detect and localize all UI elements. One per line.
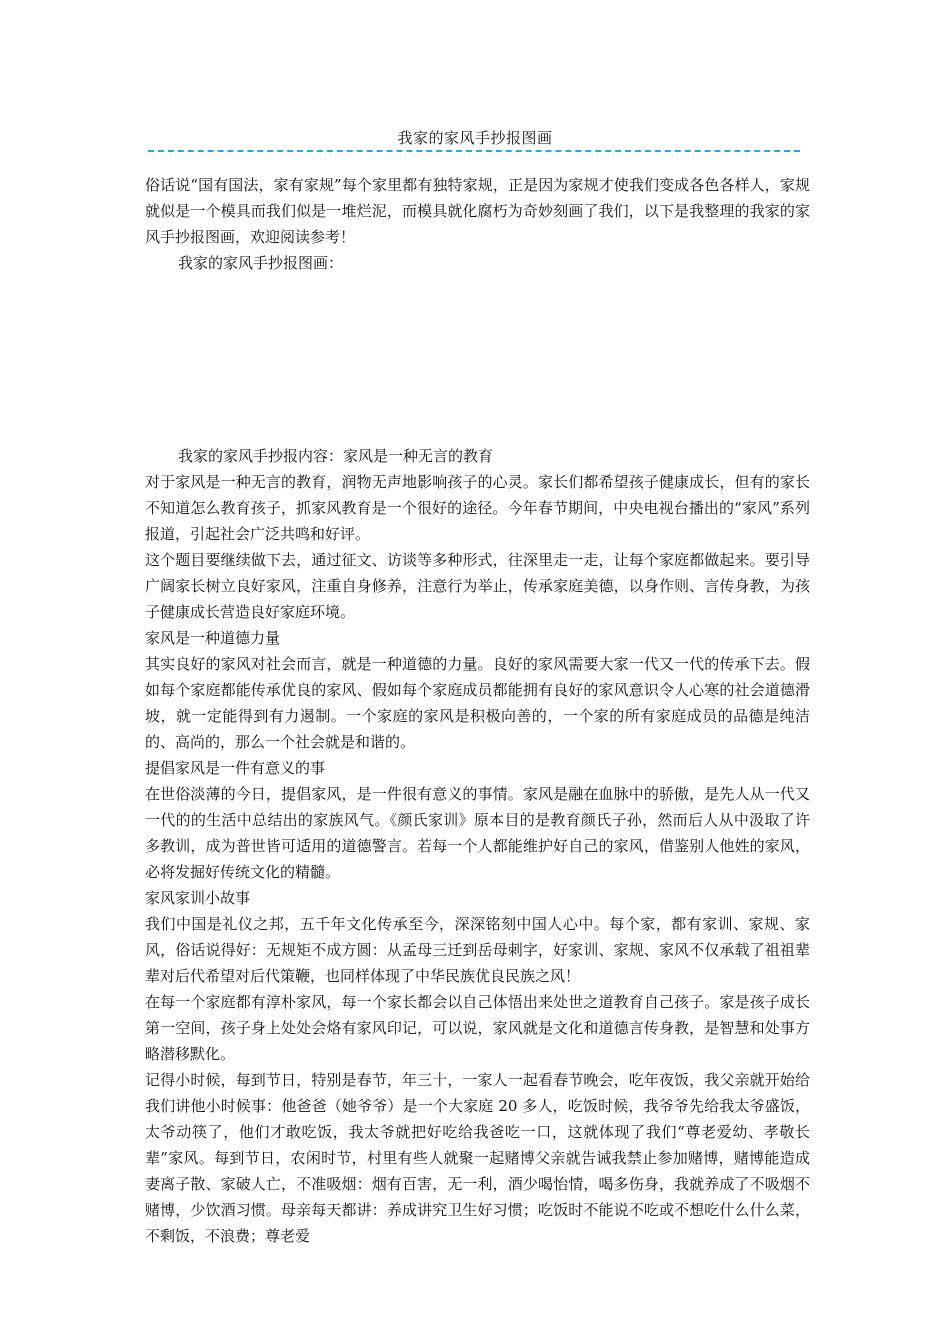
intro-paragraph: 俗话说“国有国法，家有家规”每个家里都有独特家规，正是因为家规才使我们变成各色各样人，家规就似是一个模具而我们似是一堆烂泥，而模具就化腐朽为奇妙刻画了我们，以下是我整理的我家的家风手抄报图画，欢迎阅读参考！ [145,176,810,246]
paragraph-wordless-education: 对于家风是一种无言的教育，润物无声地影响孩子的心灵。家长们都希望孩子健康成长，但有的家长不知道怎么教育孩子，抓家风教育是一个很好的途径。今年春节期间，中央电视台播出的“家风”系列报道，引起社会广泛共鸣和好评。 [145,473,810,543]
paragraph-family-first-space: 在每一个家庭都有淳朴家风，每一个家长都会以自己体悟出来处世之道教育自己孩子。家是孩子成长第一空间，孩子身上处处会烙有家风印记，可以说，家风就是文化和道德言传身教，是智慧和处事方略潜移默化。 [145,993,810,1063]
document-title: 我家的家风手抄报图画 [397,129,553,147]
document-body [145,172,810,1249]
content-caption: 我家的家风手抄报内容：家风是一种无言的教育 [178,447,494,465]
paragraph-moral-force: 其实良好的家风对社会而言，就是一种道德的力量。良好的家风需要大家一代又一代的传承下去。假如每个家庭都能传承优良的家风、假如每个家庭成员都能拥有良好的家风意识令人心寒的社会道德滑坡，就一定能得到有力遏制。一个家庭的家风是积极向善的，一个家的所有家庭成员的品德是纯洁的、高尚的，那么一个社会就是和谐的。 [145,655,810,751]
title-divider [148,150,800,152]
picture-caption: 我家的家风手抄报图画： [178,254,344,272]
paragraph-etiquette-nation: 我们中国是礼仪之邦，五千年文化传承至今，深深铭刻中国人心中。每个家，都有家训、家规、家风，俗话说得好：无规矩不成方圆：从孟母三迁到岳母刺字，好家训、家规、家风不仅承载了祖祖辈辈对后代希望对后代策鞭，也同样体现了中华民族优良民族之风！ [145,915,810,985]
blank-picture-area [145,276,810,443]
section-heading-meaningful: 提倡家风是一件有意义的事 [145,759,326,777]
paragraph-continue-topic: 这个题目要继续做下去，通过征文、访谈等多种形式，往深里走一走，让每个家庭都做起来。要引导广阔家长树立良好家风，注重自身修养，注意行为举止，传承家庭美德，以身作则、言传身教，为孩子健康成长营造良好家庭环境。 [145,551,810,621]
section-heading-moral-force: 家风是一种道德力量 [145,629,281,647]
paragraph-meaningful: 在世俗淡薄的今日，提倡家风，是一件很有意义的事情。家风是融在血脉中的骄傲，是先人从一代又一代的的生活中总结出的家族风气。《颜氏家训》原本目的是教育颜氏子孙，然而后人从中汲取了许多教训，成为普世皆可适用的道德警言。若每一个人都能维护好自己的家风，借鉴别人他姓的家风，必将发掘好传统文化的精髓。 [145,785,810,881]
paragraph-childhood-memory: 记得小时候，每到节日，特别是春节，年三十，一家人一起看春节晚会，吃年夜饭，我父亲就开始给我们讲他小时候事：他爸爸（她爷爷）是一个大家庭 20 多人，吃饭时候，我爷爷先给我太爷盛饭，太爷动筷了，他们才敢吃饭，我太爷就把好吃给我爸吃一口，这就体现了我们“尊老爱幼、孝敬长辈”家风。每到节日，农闲时节，村里有些人就聚一起赌博父亲就告诫我禁止参加赌博，赌博能造成妻离子散、家破人亡，不准吸烟：烟有百害，无一利，酒少喝怡情，喝多伤身，我就养成了不吸烟不赌博，少饮酒习惯。母亲每天都讲：养成讲究卫生好习惯；吃饭时不能说不吃或不想吃什么什么菜，不剩饭，不浪费；尊老爱 [145,1071,810,1245]
section-heading-family-stories: 家风家训小故事 [145,889,251,907]
